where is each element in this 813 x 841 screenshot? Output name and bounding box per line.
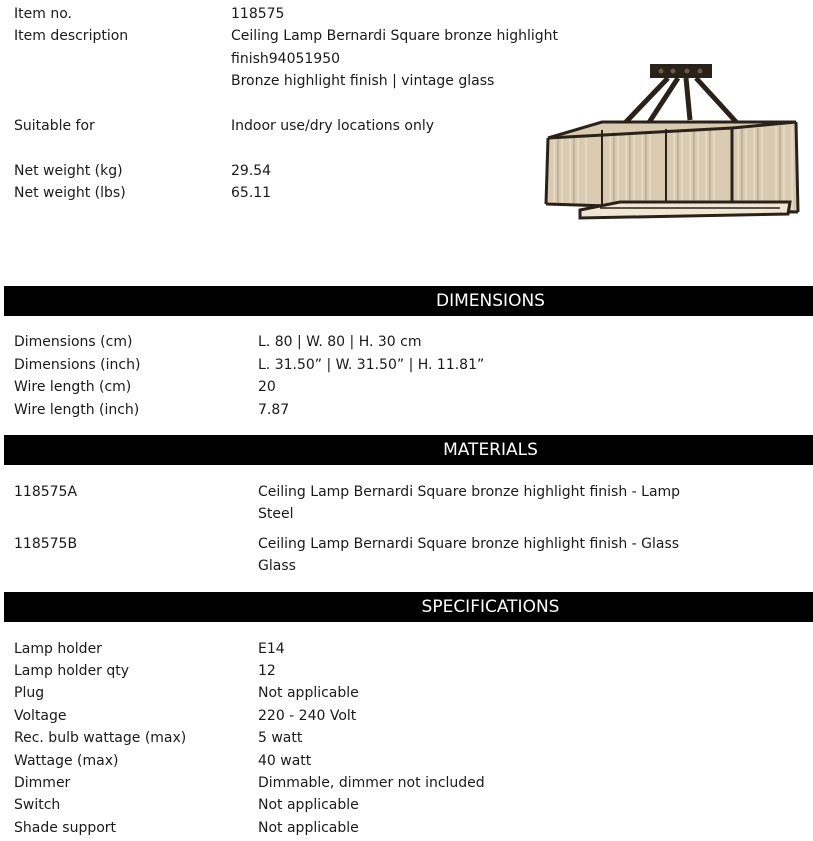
- spec-value: 40 watt: [258, 753, 312, 769]
- spec-label: Rec. bulb wattage (max): [14, 730, 187, 746]
- spec-label: Voltage: [14, 708, 67, 724]
- net-weight-kg-value: 29.54: [231, 163, 272, 179]
- wire-length-inch-value: 7.87: [258, 402, 290, 418]
- materials-title: MATERIALS: [443, 440, 538, 460]
- spec-value: 220 - 240 Volt: [258, 708, 357, 724]
- spec-label: Switch: [14, 797, 61, 813]
- spec-value: E14: [258, 641, 285, 657]
- material-a-description: Ceiling Lamp Bernardi Square bronze highlight finish - Lamp: [258, 484, 681, 500]
- specifications-header: [4, 592, 813, 622]
- spec-value: Not applicable: [258, 797, 359, 813]
- specifications-title: SPECIFICATIONS: [421, 597, 560, 617]
- material-b-material: Glass: [258, 558, 296, 574]
- ceiling-lamp-product-image: [540, 62, 802, 222]
- item-no-value: 118575: [231, 6, 285, 22]
- spec-label: Lamp holder: [14, 641, 102, 657]
- net-weight-kg-label: Net weight (kg): [14, 163, 123, 179]
- material-b-description: Ceiling Lamp Bernardi Square bronze highlight finish - Glass: [258, 536, 680, 552]
- spec-value: 5 watt: [258, 730, 303, 746]
- dimensions-inch-label: Dimensions (inch): [14, 357, 141, 373]
- spec-label: Dimmer: [14, 775, 71, 791]
- wire-length-cm-label: Wire length (cm): [14, 379, 132, 395]
- dimensions-cm-label: Dimensions (cm): [14, 334, 133, 350]
- wire-length-inch-label: Wire length (inch): [14, 402, 140, 418]
- dimensions-inch-value: L. 31.50” | W. 31.50” | H. 11.81”: [258, 357, 485, 373]
- spec-label: Plug: [14, 685, 45, 701]
- item-description-line2: finish94051950: [231, 51, 341, 67]
- item-no-label: Item no.: [14, 6, 72, 22]
- material-a-code: 118575A: [14, 484, 78, 500]
- dimensions-cm-value: L. 80 | W. 80 | H. 30 cm: [258, 334, 422, 350]
- suitable-for-value: Indoor use/dry locations only: [231, 118, 435, 134]
- item-description-line1: Ceiling Lamp Bernardi Square bronze highlight: [231, 28, 559, 44]
- material-b-code: 118575B: [14, 536, 78, 552]
- item-description-label: Item description: [14, 28, 129, 44]
- dimensions-title: DIMENSIONS: [436, 291, 545, 311]
- suitable-for-label: Suitable for: [14, 118, 95, 134]
- dimensions-header: [4, 286, 813, 316]
- spec-value: Not applicable: [258, 820, 359, 836]
- spec-label: Wattage (max): [14, 753, 119, 769]
- spec-label: Lamp holder qty: [14, 663, 130, 679]
- net-weight-lbs-label: Net weight (lbs): [14, 185, 126, 201]
- item-description-line3: Bronze highlight finish | vintage glass: [231, 73, 495, 89]
- spec-value: Dimmable, dimmer not included: [258, 775, 485, 791]
- spec-label: Shade support: [14, 820, 117, 836]
- net-weight-lbs-value: 65.11: [231, 185, 272, 201]
- spec-value: 12: [258, 663, 276, 679]
- wire-length-cm-value: 20: [258, 379, 276, 395]
- spec-value: Not applicable: [258, 685, 359, 701]
- materials-header: [4, 435, 813, 465]
- material-a-material: Steel: [258, 506, 294, 522]
